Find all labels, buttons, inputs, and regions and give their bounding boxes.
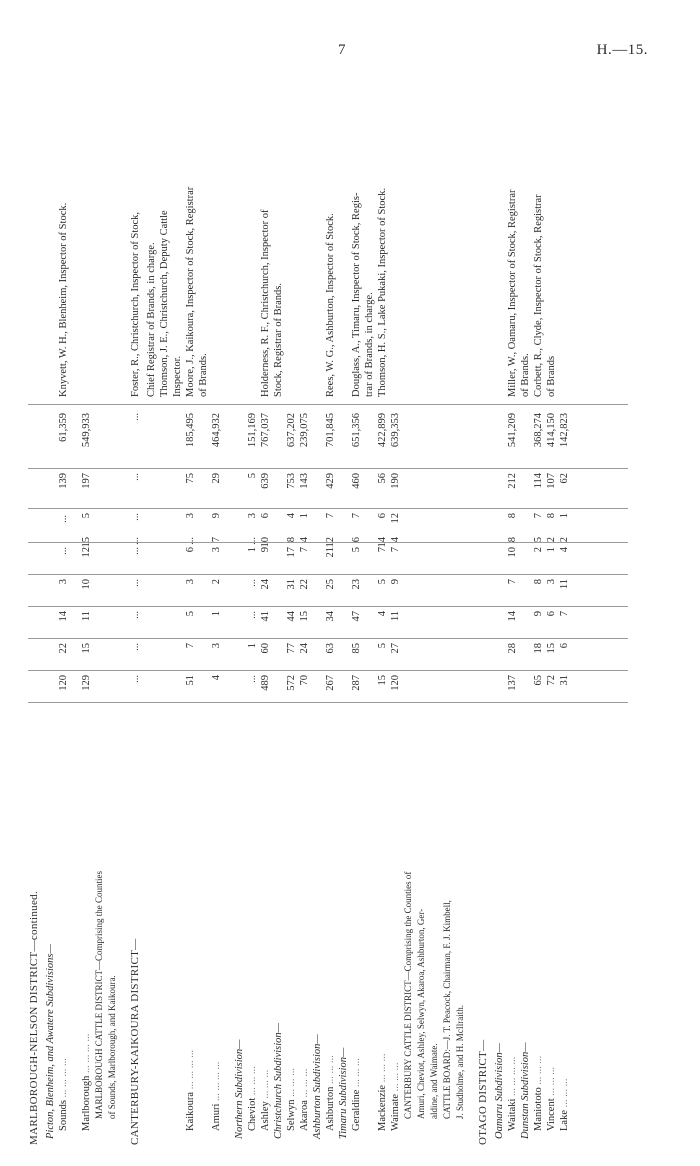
cattle-district-note: CATTLE BOARD:—J. T. Peacock, Chairman, F. J. Kimbell, — [442, 900, 452, 1119]
value-cell: ... — [130, 547, 141, 555]
county-name: Sounds ... ... ... ... — [58, 1058, 69, 1131]
value-cell: 5 — [185, 611, 196, 617]
table-row — [259, 65, 272, 1145]
value-cell: 7 — [299, 547, 310, 553]
value-cell: 3 — [58, 579, 69, 585]
county-name: Maniototo ... ... ... — [533, 1055, 544, 1131]
value-cell: 56 — [377, 473, 388, 484]
dot-leader: ... ... ... — [546, 1066, 557, 1099]
value-cell: 3 — [247, 513, 258, 519]
table-row — [184, 65, 197, 1145]
county-name: Waitaki ... ... ... ... — [507, 1056, 518, 1131]
value-cell: 5 — [81, 513, 92, 519]
county-name: Vincent ... ... ... — [546, 1066, 557, 1131]
value-cell: 15 — [546, 643, 557, 654]
subdivision-heading: Christchurch Subdivision— — [273, 1023, 284, 1139]
value-cell: 5 — [351, 547, 362, 553]
inspector-entry: Thomson, J. E., Christchurch, Deputy Cattle — [159, 210, 170, 397]
value-cell: 7 — [211, 537, 222, 543]
value-cell: ... — [130, 473, 141, 481]
dot-leader: ... ... ... ... — [58, 1058, 69, 1101]
subdivision-heading: Oamaru Subdivision— — [494, 1043, 505, 1139]
value-cell: 11 — [390, 611, 401, 622]
subdivision-heading: Timaru Subdivision— — [338, 1047, 349, 1139]
table-row — [454, 65, 467, 1145]
table-row — [493, 65, 506, 1145]
table-row — [506, 65, 519, 1145]
value-cell: 1 — [546, 547, 557, 553]
value-cell: 11 — [81, 611, 92, 622]
value-cell: 72 — [546, 675, 557, 686]
value-cell: 14 — [507, 611, 518, 622]
value-cell: 7 — [185, 643, 196, 649]
value-cell: 142,823 — [559, 413, 570, 448]
table-row — [285, 65, 298, 1145]
value-cell: ... — [247, 579, 258, 587]
county-name: Amuri ... ... ... ... — [211, 1061, 222, 1131]
value-cell: 2 — [533, 547, 544, 553]
inspector-entry: Rees, W. G., Ashburton, Inspector of Stock. — [325, 213, 336, 397]
value-cell: 129 — [81, 675, 92, 691]
value-cell: 15 — [299, 611, 310, 622]
table-row — [298, 65, 311, 1145]
value-cell: 3 — [211, 643, 222, 649]
value-cell: 14 — [58, 611, 69, 622]
table-row — [272, 65, 285, 1145]
value-cell: 10 — [260, 537, 271, 548]
county-name: Geraldine ... ... ... — [351, 1058, 362, 1131]
table-row — [197, 65, 210, 1145]
table-row — [477, 65, 493, 1145]
value-cell: 9 — [390, 579, 401, 585]
rotated-table-region — [20, 65, 640, 1145]
value-cell: 61,359 — [58, 413, 69, 442]
county-name: Selwyn ... ... ... — [286, 1068, 297, 1131]
value-cell: 651,356 — [351, 413, 362, 448]
value-cell: 639,353 — [390, 413, 401, 448]
value-cell: 753 — [286, 473, 297, 489]
value-cell: 9 — [211, 513, 222, 519]
table-row — [93, 65, 106, 1145]
table-row — [119, 65, 129, 1145]
value-cell: ... — [130, 579, 141, 587]
value-cell: 8 — [507, 537, 518, 543]
value-cell: 22 — [299, 579, 310, 590]
value-cell: 197 — [81, 473, 92, 489]
value-cell: 3 — [185, 513, 196, 519]
table-row — [246, 65, 259, 1145]
value-cell: 6 — [559, 643, 570, 649]
value-cell: 7 — [325, 513, 336, 519]
dot-leader: ... ... ... — [533, 1055, 544, 1088]
dot-leader: ... ... ... — [390, 1062, 401, 1094]
cattle-district-note: CANTERBURY CATTLE DISTRICT—Comprising the Counties of — [403, 871, 413, 1119]
value-cell: 4 — [286, 513, 297, 519]
value-cell: 6 — [185, 547, 196, 553]
value-cell: 120 — [58, 675, 69, 691]
value-cell: 24 — [260, 579, 271, 590]
value-cell: 5 — [533, 537, 544, 543]
dot-leader: ... ... ... ... — [211, 1061, 222, 1104]
stock-districts-table — [20, 65, 571, 1145]
table-row — [171, 65, 184, 1145]
value-cell: 77 — [286, 643, 297, 654]
table-row — [324, 65, 337, 1145]
table-row — [389, 65, 402, 1145]
value-cell: 21 — [325, 547, 336, 558]
value-cell: 5 — [377, 579, 388, 585]
value-cell: 85 — [351, 643, 362, 654]
value-cell: 10 — [81, 579, 92, 590]
value-cell: 572 — [286, 675, 297, 691]
subdivision-heading: Ashburton Subdivision— — [312, 1034, 323, 1139]
value-cell: 6 — [260, 513, 271, 519]
dot-leader: ... ... ... — [286, 1068, 297, 1100]
table-row — [28, 65, 44, 1145]
value-cell: 29 — [211, 473, 222, 484]
value-cell: 41 — [260, 611, 271, 622]
inspector-entry: Knyvett, W. H., Blenheim, Inspector of Stock. — [58, 202, 69, 397]
value-cell: 5 — [377, 643, 388, 649]
table-row — [428, 65, 441, 1145]
value-cell: 9 — [533, 611, 544, 617]
value-cell: 65 — [533, 675, 544, 686]
county-name: Mackenzie ... ... ... — [377, 1053, 388, 1131]
value-cell: 414,150 — [546, 413, 557, 448]
table-row — [210, 65, 223, 1145]
table-row — [57, 65, 70, 1145]
dot-leader: ... ... ... — [377, 1053, 388, 1085]
value-cell: 267 — [325, 675, 336, 691]
value-cell: ... — [130, 537, 141, 545]
table-row — [558, 65, 571, 1145]
inspector-entry: Stock, Registrar of Brands. — [273, 282, 284, 397]
value-cell: 767,037 — [260, 413, 271, 448]
table-row — [44, 65, 57, 1145]
value-cell: 114 — [533, 473, 544, 489]
inspector-entry: Corbett, R., Clyde, Inspector of Stock, Registrar — [533, 194, 544, 397]
value-cell: 15 — [81, 537, 92, 548]
table-row — [129, 65, 145, 1145]
table-row — [350, 65, 363, 1145]
table-row — [311, 65, 324, 1145]
county-name: Akaroa ... ... ... — [299, 1068, 310, 1131]
value-cell: 75 — [185, 473, 196, 484]
cattle-district-note: J. Studholme, and H. McIlraith. — [455, 1005, 465, 1119]
dot-leader: ... ... ... — [260, 1069, 271, 1102]
value-cell: 1 — [247, 643, 258, 649]
value-cell: 24 — [299, 643, 310, 654]
value-cell: 7 — [507, 579, 518, 585]
district-heading: OTAGO DISTRICT— — [477, 1039, 489, 1145]
table-row — [80, 65, 93, 1145]
value-cell: ... — [130, 675, 141, 683]
value-cell: 14 — [377, 537, 388, 548]
value-cell: ... — [58, 515, 69, 523]
value-cell: 6 — [377, 513, 388, 519]
inspector-entry: Inspector. — [172, 355, 183, 397]
value-cell: 4 — [299, 537, 310, 543]
value-cell: 3 — [546, 579, 557, 585]
value-cell: 22 — [58, 643, 69, 654]
value-cell: 460 — [351, 473, 362, 489]
value-cell: ... — [247, 675, 258, 683]
value-cell: 8 — [546, 513, 557, 519]
table-row — [415, 65, 428, 1145]
county-name: Lake ... ... ... — [559, 1078, 570, 1131]
value-cell: 239,075 — [299, 413, 310, 448]
value-cell: 549,933 — [81, 413, 92, 448]
value-cell: 63 — [325, 643, 336, 654]
value-cell: 489 — [260, 675, 271, 691]
dot-leader: ... ... ... ... — [81, 1033, 92, 1076]
value-cell: 15 — [81, 643, 92, 654]
value-cell: 9 — [260, 547, 271, 553]
value-cell: 12 — [390, 513, 401, 524]
value-cell: 28 — [507, 643, 518, 654]
table-row — [106, 65, 119, 1145]
inspector-entry: Miller, W., Oamaru, Inspector of Stock, Registrar — [507, 189, 518, 397]
value-cell: 25 — [325, 579, 336, 590]
value-cell: ... — [185, 537, 196, 545]
value-cell: 7 — [377, 547, 388, 553]
value-cell: 190 — [390, 473, 401, 489]
value-cell: 4 — [377, 611, 388, 617]
value-cell: 6 — [546, 611, 557, 617]
dot-leader: ... ... ... — [325, 1055, 336, 1087]
value-cell: 637,202 — [286, 413, 297, 448]
value-cell: 12 — [325, 537, 336, 548]
value-cell: 185,495 — [185, 413, 196, 448]
inspector-entry: Douglass, A., Timaru, Inspector of Stock, Regis- — [351, 192, 362, 397]
value-cell: 6 — [351, 537, 362, 543]
county-name: Ashburton ... ... ... — [325, 1055, 336, 1131]
value-cell: 51 — [185, 675, 196, 686]
inspector-entry: trar of Brands, in charge. — [364, 292, 375, 397]
table-row — [223, 65, 233, 1145]
value-cell: 3 — [211, 547, 222, 553]
value-cell: 464,932 — [211, 413, 222, 448]
value-cell: 137 — [507, 675, 518, 691]
dot-leader: ... ... ... ... — [185, 1049, 196, 1092]
value-cell: 7 — [559, 611, 570, 617]
value-cell: 4 — [559, 547, 570, 553]
inspector-entry: of Brands. — [198, 353, 209, 397]
value-cell: 31 — [286, 579, 297, 590]
value-cell: 8 — [533, 579, 544, 585]
value-cell: 8 — [286, 537, 297, 543]
value-cell: 70 — [299, 675, 310, 686]
table-row — [70, 65, 80, 1145]
value-cell: 23 — [351, 579, 362, 590]
inspector-entry: Chief Registrar of Brands, in charge. — [146, 242, 157, 397]
county-name: Marlborough ... ... ... ... — [81, 1033, 92, 1131]
value-cell: 27 — [390, 643, 401, 654]
value-cell: 34 — [325, 611, 336, 622]
value-cell: 151,169 — [247, 413, 258, 448]
county-name: Waimate ... ... ... — [390, 1062, 401, 1131]
value-cell: 120 — [390, 675, 401, 691]
table-row — [233, 65, 246, 1145]
value-cell: ... — [247, 537, 258, 545]
inspector-entry: of Brands — [546, 355, 557, 397]
cattle-district-note: MARLBOROUGH CATTLE DISTRICT—Comprising the Counties — [94, 870, 104, 1119]
district-heading: MARLBOROUGH-NELSON DISTRICT—continued. — [28, 890, 40, 1145]
value-cell: 4 — [390, 537, 401, 543]
table-row — [519, 65, 532, 1145]
value-cell: 139 — [58, 473, 69, 489]
value-cell: ... — [130, 413, 141, 421]
value-cell: 422,899 — [377, 413, 388, 448]
inspector-entry: Holderness, R. F., Christchurch, Inspector of — [260, 209, 271, 397]
county-name: Cheviot ... ... ... — [247, 1066, 258, 1131]
subdivision-heading: Northern Subdivision— — [234, 1039, 245, 1139]
county-name: Kaikoura ... ... ... ... — [185, 1049, 196, 1131]
value-cell: ... — [130, 643, 141, 651]
value-cell: ... — [247, 611, 258, 619]
value-cell: 31 — [559, 675, 570, 686]
value-cell: 60 — [260, 643, 271, 654]
table-row — [145, 65, 158, 1145]
value-cell: 1 — [299, 513, 310, 519]
table-row — [363, 65, 376, 1145]
value-cell: 2 — [546, 537, 557, 543]
inspector-entry: of Brands. — [520, 353, 531, 397]
value-cell: 44 — [286, 611, 297, 622]
value-cell: 541,209 — [507, 413, 518, 448]
cattle-district-note: aldine, and Waimate. — [429, 1043, 439, 1119]
value-cell: 7 — [351, 513, 362, 519]
value-cell: ... — [130, 513, 141, 521]
inspector-entry: Thomson, H. S., Lake Pukaki, Inspector of Stock. — [377, 187, 388, 397]
dot-leader: ... ... ... ... — [507, 1056, 518, 1099]
page-number: 7 — [338, 42, 346, 58]
value-cell: 639 — [260, 473, 271, 489]
value-cell: 368,274 — [533, 413, 544, 448]
inspector-entry: Moore, J., Kaikoura, Inspector of Stock, Registrar — [185, 186, 196, 397]
table-row — [532, 65, 545, 1145]
value-cell: 47 — [351, 611, 362, 622]
value-cell: 4 — [211, 675, 222, 681]
paper-code: H.—15. — [596, 42, 648, 58]
value-cell: 18 — [533, 643, 544, 654]
dot-leader: ... ... ... — [559, 1078, 570, 1110]
district-heading: CANTERBURY-KAIKOURA DISTRICT— — [129, 938, 141, 1145]
value-cell: 701,845 — [325, 413, 336, 448]
county-name: Ashley ... ... ... — [260, 1069, 271, 1131]
value-cell: 8 — [507, 513, 518, 519]
value-cell: 3 — [185, 579, 196, 585]
value-cell: 2 — [211, 579, 222, 585]
value-cell: 12 — [81, 547, 92, 558]
table-row — [545, 65, 558, 1145]
value-cell: 1 — [559, 513, 570, 519]
subdivision-heading: Picton, Blenheim, and Awatere Subdivisions— — [45, 944, 56, 1139]
value-cell: 5 — [247, 473, 258, 479]
dot-leader: ... ... ... — [299, 1068, 310, 1101]
value-cell: 7 — [390, 547, 401, 553]
value-cell: 11 — [559, 579, 570, 590]
cattle-district-note: Amuri, Cheviot, Ashley, Selwyn, Akaroa, Ashburton, Ger- — [416, 908, 426, 1119]
value-cell: 7 — [533, 513, 544, 519]
value-cell: 287 — [351, 675, 362, 691]
cattle-district-note: of Sounds, Marlborough, and Kaikoura. — [107, 975, 117, 1119]
value-cell: 429 — [325, 473, 336, 489]
value-cell: 1 — [247, 547, 258, 553]
value-cell: ... — [58, 547, 69, 555]
table-row — [467, 65, 477, 1145]
table-row — [441, 65, 454, 1145]
value-cell: ... — [130, 611, 141, 619]
value-cell: 1 — [211, 611, 222, 617]
inspector-entry: Foster, R., Christchurch, Inspector of Stock, — [130, 211, 141, 397]
value-cell: 212 — [507, 473, 518, 489]
table-row — [158, 65, 171, 1145]
table-row — [376, 65, 389, 1145]
value-cell: 17 — [286, 547, 297, 558]
dot-leader: ... ... ... — [351, 1058, 362, 1090]
value-cell: 143 — [299, 473, 310, 489]
dot-leader: ... ... ... — [247, 1066, 258, 1098]
subdivision-heading: Dunstan Subdivision— — [520, 1042, 531, 1139]
value-cell: 62 — [559, 473, 570, 484]
value-cell: 10 — [507, 547, 518, 558]
value-cell: 15 — [377, 675, 388, 686]
value-cell: 2 — [559, 537, 570, 543]
value-cell: 107 — [546, 473, 557, 489]
table-row — [337, 65, 350, 1145]
table-row — [402, 65, 415, 1145]
